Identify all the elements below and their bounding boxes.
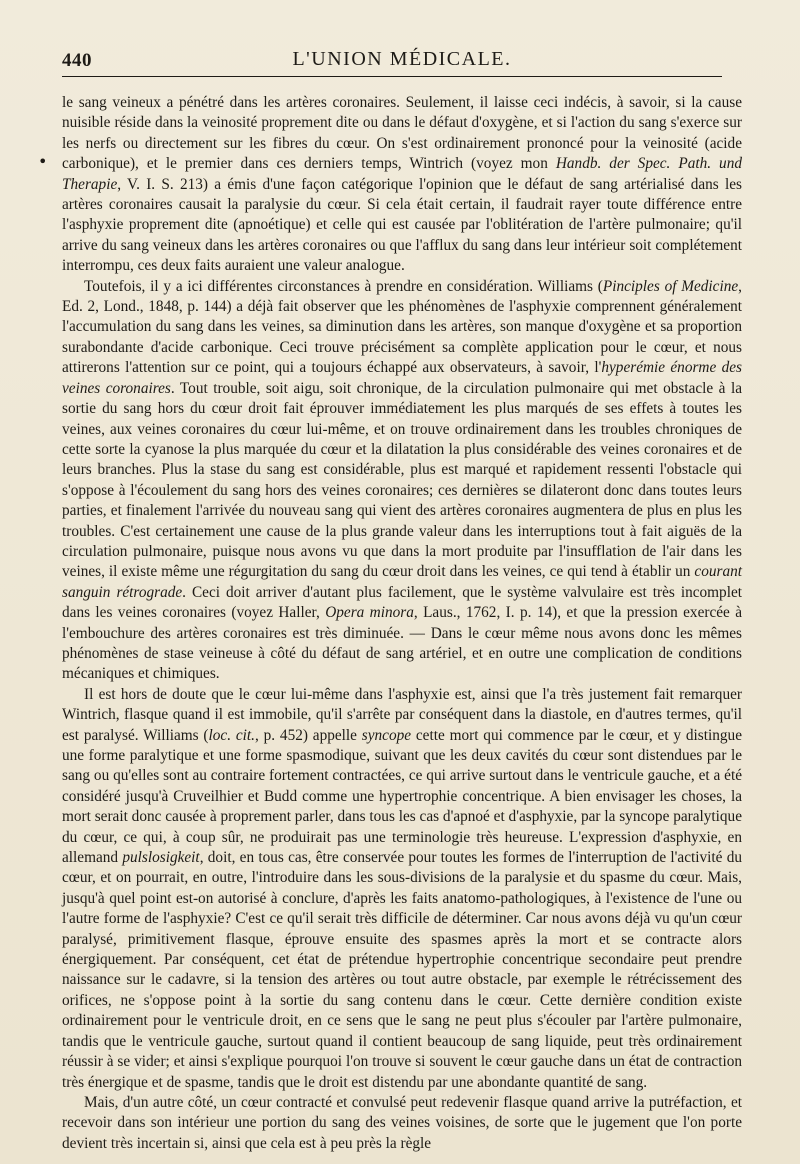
header-rule <box>62 76 722 77</box>
text-run: , Laus., 1762, I. p. 14), et que la pression exercée à l'embouchure des artères coronaires est très diminuée. — Dans le cœur même nous avons donc les mêmes phénomènes de stase veineuse à côté du défaut de sang artériel, et en outre une complication de conditions mécaniques et chimiques. <box>62 604 742 683</box>
text-run: Mais, d'un autre côté, un cœur contracté et convulsé peut redevenir flasque quand arrive la putréfaction, et recevoir dans son intérieur une portion du sang des veines voisines, de sorte que le jugement que l'on porte devient très incertain si, ainsi que cela est à peu près la règle <box>62 1093 742 1152</box>
text-run: Toutefois, il y a ici différentes circonstances à prendre en considération. Williams ( <box>84 277 603 295</box>
page-number: 440 <box>62 50 92 71</box>
margin-mark: • <box>38 152 48 171</box>
page-header <box>62 44 742 74</box>
text-run: . Ceci doit arriver d'autant plus facilement, que le système valvulaire est très incomplet dans les veines coronaires (voyez Haller, <box>62 583 742 622</box>
text-run: le sang veineux a pénétré dans les artères coronaires. Seulement, il laisse ceci indécis, à savoir, si la cause nuisible réside dans la veinosité proprement dite ou dans le défaut d'oxygène, et si l'action du sang s'exerce sur les nerfs ou directement sur les fibres du cœur. On s'est ordinairement prononcé pour la veinosité (acide carbonique), et le premier dans ces derniers temps, Wintrich (voyez mon <box>62 94 742 173</box>
body-text <box>62 93 742 1154</box>
text-run: , doit, en tous cas, être conservée pour toutes les formes de l'interruption de l'activité du cœur, et on pourrait, en outre, l'introduire dans les sous-divisions de la paralysie et du spasme du cœur. Mais, jusqu'à quel point est-on autorisé à conclure, d'après les faits anatomo-pathologiques, à l'existence de l'une ou l'autre forme de l'asphyxie? C'est ce qu'il serait très difficile de déterminer. Car nous avons déjà vu qu'un cœur paralysé, primitivement flasque, éprouve ensuite des spasmes après la mort et se contracte alors énergiquement. Par conséquent, cet état de prétendue hypertrophie concentrique secondaire peut prendre naissance sur le cadavre, si la tension des artères ou tout autre obstacle, par exemple le rétrécissement des orifices, ne s'oppose point à la sortie du sang contenu dans le cœur. Cette dernière condition existe ordinairement pour le ventricule droit, en ce sens que le sang ne peut plus s'écouler par l'artère pulmonaire, tandis que le ventricule gauche, surtout quand il contient beaucoup de sang liquide, peut très ordinairement réussir à se vider; et ainsi s'explique pourquoi l'on trouve si souvent le cœur gauche dans un état de contraction très énergique et de spasme, tandis que le droit est distendu par une abondante quantité de sang. <box>62 849 742 1091</box>
italic-text: hyperémie énorme des veines coronaires <box>62 359 742 397</box>
italic-text: Opera minora <box>325 604 414 622</box>
running-title: L'UNION MÉDICALE. <box>292 48 512 70</box>
italic-text: courant sanguin rétrograde <box>62 563 742 601</box>
italic-text: Pinciples of Medicine <box>602 277 739 295</box>
paragraph <box>62 93 742 277</box>
italic-text: syncope <box>361 726 412 744</box>
italic-text: pulslosigkeit <box>122 849 200 867</box>
paragraph <box>62 1093 742 1154</box>
text-run: , p. 452) appelle <box>254 726 362 744</box>
text-run: , V. I. S. 213) a émis d'une façon catégorique l'opinion que le défaut de sang artérialisé dans les artères coronaires causait la paralysie du cœur. Si cela était certain, il faudrait rayer toute différence entre l'asphyxie proprement dite (apnoétique) et celle qui est causée par l'oblitération de l'artère pulmonaire; qu'il arrive du sang veineux dans les artères coronaires ou que l'afflux du sang dans leur intérieur soit complétement interrompu, ces deux faits auraient une valeur analogue. <box>62 175 742 275</box>
italic-text: loc. cit. <box>208 726 255 744</box>
text-run: , Ed. 2, Lond., 1848, p. 144) a déjà fait observer que les phénomènes de l'asphyxie comprennent généralement l'accumulation du sang dans les veines, sa diminution dans les artères, son manque d'oxygène et sa proportion surabondante d'acide carbonique. Ceci trouve précisément sa complète application pour le cœur, et nous attirerons l'attention sur ce point, qui a toujours échappé aux observateurs, à savoir, l' <box>62 277 742 377</box>
paragraph <box>62 685 742 1093</box>
italic-text: Handb. der Spec. Path. und Therapie <box>62 155 742 193</box>
text-run: . Tout trouble, soit aigu, soit chronique, de la circulation pulmonaire qui met obstacle à la sortie du sang hors du cœur droit fait éprouver immédiatement les plus marqués de ses effets à toutes les veines, aux veines coronaires du cœur lui-même, et on trouve ordinairement dans les troubles chroniques de cette sorte la cyanose la plus marquée du cœur et la dilatation la plus considérable des veines coronaires et de leurs branches. Plus la stase du sang est considérable, plus est marqué et rapidement ressenti l'obstacle qui s'oppose à l'écoulement du sang hors des veines coronaires; ces dernières se dilateront donc dans toutes leurs parties, et finalement l'arrivée du nouveau sang qui vient des artères coronaires augmentera de plus en plus les troubles. C'est certainement une cause de la plus grande valeur dans les interruptions tout à fait aiguës de la circulation pulmonaire, puisque nous avons vu que dans la mort produite par l'insufflation de l'air dans les veines, il existe même une régurgitation du sang du cœur droit dans les veines, ce qui tend à établir un <box>62 379 742 581</box>
text-run: cette mort qui commence par le cœur, et y distingue une forme paralytique et une forme spasmodique, suivant que les deux cavités du cœur sont distendues par le sang ou qu'elles sont au contraire fortement contractées, ce qui arrive surtout dans le ventricule gauche, et a été considéré jusqu'à Cruveilhier et Budd comme une hypertrophie concentrique. A bien envisager les choses, la mort serait donc causée à proprement parler, dans tous les cas d'apnoé et d'asphyxie, par la syncope paralytique du cœur, ce qui, à coup sûr, ne produirait pas une terminologie très heureuse. L'expression d'asphyxie, en allemand <box>62 726 742 867</box>
text-run: Il est hors de doute que le cœur lui-même dans l'asphyxie est, ainsi que l'a très justement fait remarquer Wintrich, flasque quand il est immobile, qu'il s'arrête par conséquent dans la diastole, en d'autres termes, qu'il est paralysé. Williams ( <box>62 685 742 744</box>
paragraph <box>62 277 742 685</box>
